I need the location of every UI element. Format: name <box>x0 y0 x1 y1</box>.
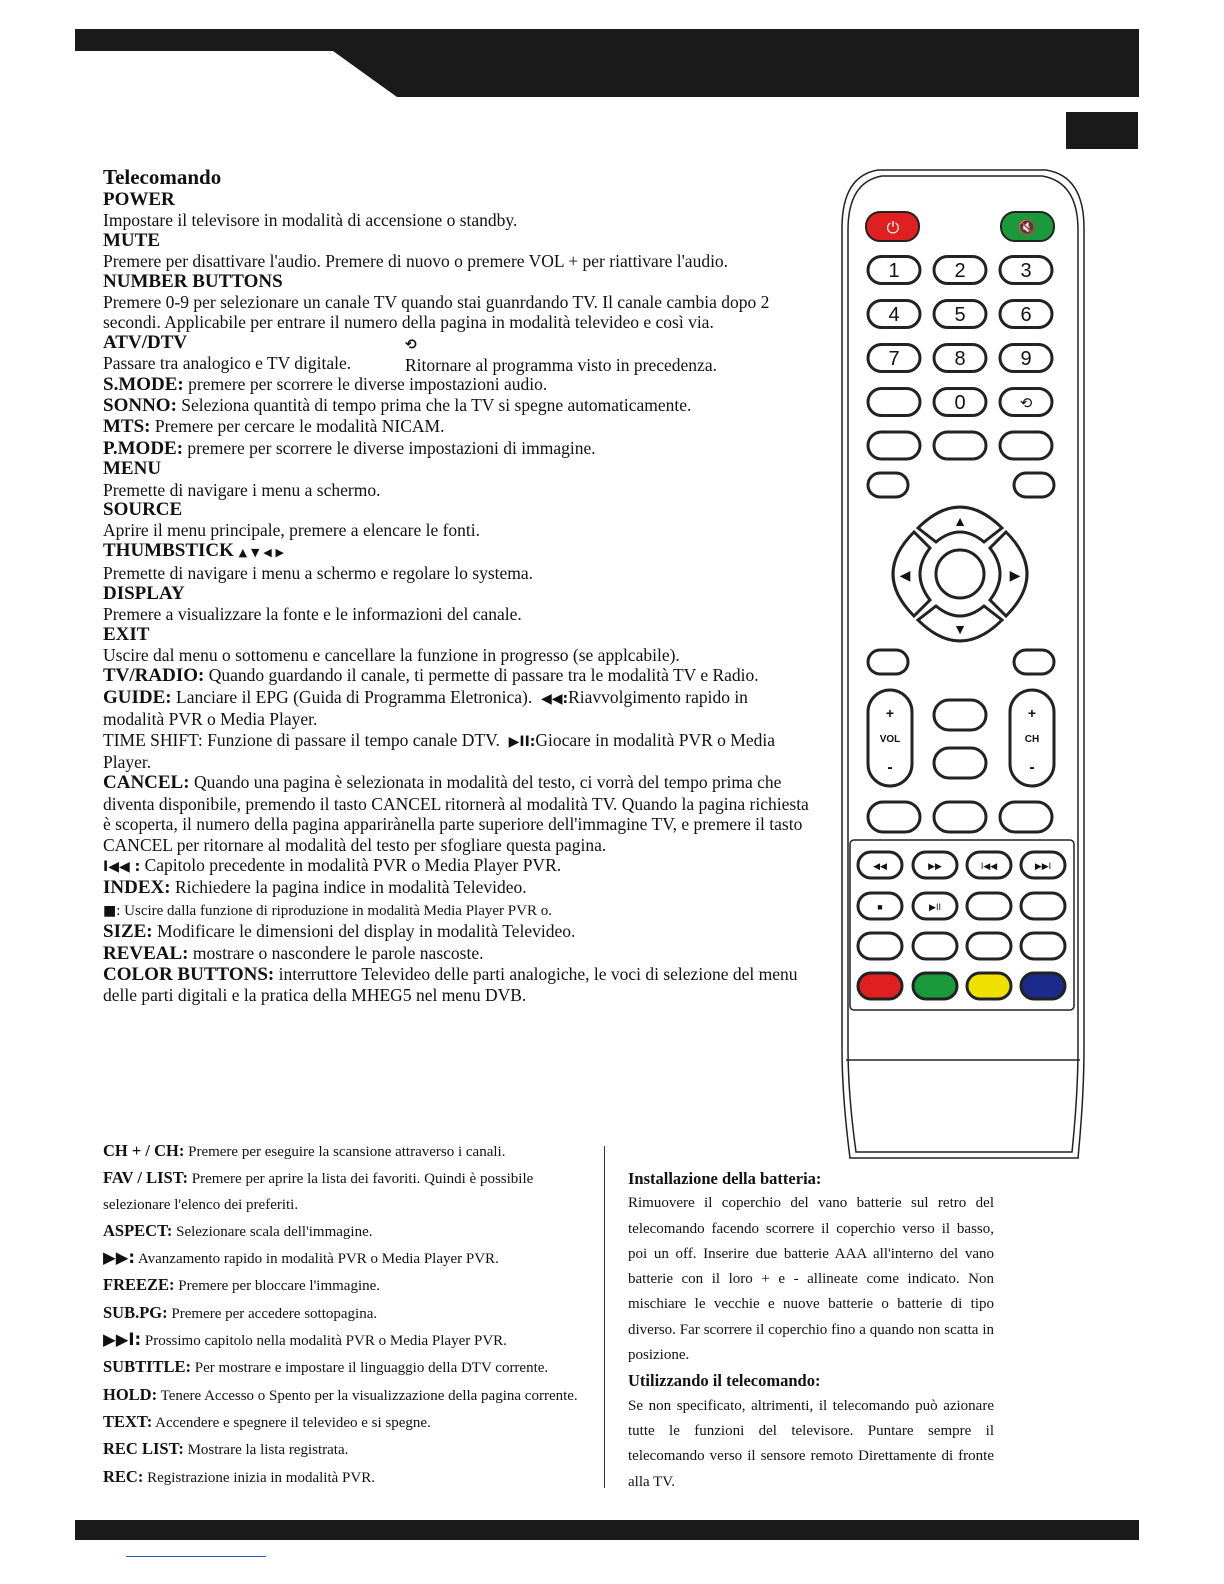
menu-key <box>868 473 908 497</box>
section-heading: NUMBER BUTTONS <box>103 270 283 292</box>
entry: REC: Registrazione inizia in modalità PVR. <box>103 1466 375 1486</box>
right-arrow-icon: ▶ <box>1009 567 1021 583</box>
display-key <box>868 650 908 674</box>
media-key <box>1021 933 1065 959</box>
nav-right-button <box>990 532 1027 616</box>
entry: ▶▶: Avanzamento rapido in modalità PVR o Media Player PVR. <box>103 1248 499 1268</box>
section-text: Impostare il televisore in modalità di accensione o standby. <box>103 210 518 231</box>
color-key <box>858 973 902 999</box>
inline-entry: ■: Uscire dalla funzione di riproduzione in modalità Media Player PVR o. <box>103 902 552 919</box>
footer-link-underline <box>126 1556 266 1557</box>
media-icon: ▶▶ <box>928 861 942 871</box>
media-key <box>1021 893 1065 919</box>
footer-bar <box>75 1520 1139 1540</box>
function-key <box>1000 802 1052 832</box>
media-icon: ▶▶I <box>1034 861 1052 871</box>
inline-entry: MTS: Premere per cercare le modalità NICAM. <box>103 416 445 438</box>
section-heading: DISPLAY <box>103 582 185 604</box>
recall-icon: ⟲ <box>405 336 417 353</box>
timeshift-key <box>934 748 986 778</box>
main-text <box>103 164 813 1006</box>
inline-entry: I◀◀ : Capitolo precedente in modalità PVR o Media Player PVR. <box>103 854 562 875</box>
battery-heading: Installazione della batteria: <box>628 1169 822 1188</box>
page-number-tab <box>1066 112 1138 149</box>
section-heading: EXIT <box>103 623 150 645</box>
up-arrow-icon: ▲ <box>953 513 967 529</box>
lower-right-column <box>628 1166 994 1495</box>
arrow-icons: ▲ ▼ ◀ ▶ <box>238 545 284 559</box>
recall-block <box>405 333 717 376</box>
ok-button <box>936 550 984 598</box>
nav-cluster <box>893 507 1027 641</box>
number-label: 9 <box>1020 348 1032 370</box>
section-text: Premere per disattivare l'audio. Premere di nuovo o premere VOL + per riattivare l'audio. <box>103 251 729 272</box>
number-label: 6 <box>1020 304 1032 326</box>
section-heading: MUTE <box>103 229 160 251</box>
media-key <box>913 933 957 959</box>
inline-entry: CANCEL: Quando una pagina è selezionata in modalità del testo, ci vorrà del tempo prima che diventa disponibile, premendo il tasto CANCEL ritornerà al modalità TV. Quando la pagina richiesta è scoperta, il numero della pagina apparirànella parte superiore dell'immagine TV, e premere il tasto CANCEL per ritornare al modalità del testo per sfogliare questa pagina. <box>103 772 809 855</box>
media-icon: ■ <box>877 902 883 912</box>
remote-control-icon <box>838 168 1086 1168</box>
entry: CH + / CH: Premere per eseguire la scansione attraverso i canali. <box>103 1141 506 1160</box>
number-label: 7 <box>888 348 900 370</box>
inline-entry: SIZE: Modificare le dimensioni del display in modalità Televideo. <box>103 921 576 943</box>
header-bar <box>75 29 1139 97</box>
inline-entry: P.MODE: premere per scorrere le diverse impostazioni di immagine. <box>103 437 596 459</box>
media-icon: I◀◀ <box>980 861 998 871</box>
inline-entry: GUIDE: Lanciare il EPG (Guida di Programma Eletronica). ◀◀:Riavvolgimento rapido in modalità PVR o Media Player. <box>103 686 748 730</box>
left-arrow-icon: ◀ <box>899 567 911 583</box>
media-key <box>967 893 1011 919</box>
media-key <box>858 933 902 959</box>
section-text: Premere a visualizzare la fonte e le informazioni del canale. <box>103 604 522 625</box>
down-arrow-icon: ▼ <box>953 621 967 637</box>
section-text: Uscire dal menu o sottomenu e cancellare la funzione in progresso (se applcabile). <box>103 644 680 665</box>
ch-label: CH <box>1024 734 1040 745</box>
recall-icon: ⟲ <box>1019 395 1033 412</box>
entry: FAV / LIST: Premere per aprire la lista dei favoriti. Quindi è possibile selezionare l'elenco dei preferiti. <box>103 1168 534 1213</box>
color-key <box>1021 973 1065 999</box>
function-key <box>934 432 986 459</box>
number-label: 5 <box>954 304 966 326</box>
number-label: 8 <box>954 348 966 370</box>
section-heading: POWER <box>103 189 175 210</box>
recall-text: Ritornare al programma visto in precedenza. <box>405 355 717 376</box>
inline-entry: REVEAL: mostrare o nascondere le parole nascoste. <box>103 942 484 964</box>
entry: HOLD: Tenere Accesso o Spento per la visualizzazione della pagina corrente. <box>103 1384 578 1404</box>
color-key <box>967 973 1011 999</box>
exit-key <box>1014 473 1054 497</box>
tv-radio-key <box>1014 650 1054 674</box>
function-key <box>868 432 920 459</box>
entry: TEXT: Accendere e spegnere il televideo e si spegne. <box>103 1411 431 1431</box>
inline-entry: SONNO: Seleziona quantità di tempo prima che la TV si spegne automaticamente. <box>103 395 692 417</box>
entry: ASPECT: Selezionare scala dell'immagine. <box>103 1220 373 1240</box>
entry: FREEZE: Premere per bloccare l'immagine. <box>103 1275 381 1295</box>
entry: REC LIST: Mostrare la lista registrata. <box>103 1439 349 1459</box>
ch-minus-label: - <box>1029 759 1035 776</box>
section-heading: SOURCE <box>103 499 183 521</box>
inline-entry: COLOR BUTTONS: interruttore Televideo delle parti analogiche, le voci di selezione del menu delle parti digitali e la pratica della MHEG5 nel menu DVB. <box>103 964 798 1006</box>
atv-dtv-block <box>103 333 813 374</box>
function-key <box>1000 432 1052 459</box>
power-icon: ⏻ <box>886 220 900 237</box>
stop-icon: ■ <box>103 902 117 919</box>
number-label: 4 <box>888 304 900 326</box>
ch-plus-label: + <box>1027 705 1037 721</box>
number-label: 1 <box>888 260 900 282</box>
section-text: Passare tra analogico e TV digitale. <box>103 353 352 374</box>
inline-entry: TIME SHIFT: Funzione di passare il tempo canale DTV. ▶II:Giocare in modalità PVR o Media Player. <box>103 729 776 772</box>
using-heading: Utilizzando il telecomando: <box>628 1371 821 1391</box>
number-label: 2 <box>954 260 966 282</box>
entry: SUBTITLE: Per mostrare e impostare il linguaggio della DTV corrente. <box>103 1357 549 1377</box>
color-key <box>913 973 957 999</box>
rewind-icon: ◀◀: <box>540 690 569 707</box>
section-text: Premette di navigare i menu a schermo e regolare lo systema. <box>103 563 534 584</box>
media-icon: ◀◀ <box>873 861 887 871</box>
page-title: Telecomando <box>103 165 222 189</box>
blank-key <box>868 389 920 416</box>
inline-entry: INDEX: Richiedere la pagina indice in modalità Televideo. <box>103 877 527 899</box>
media-key <box>967 933 1011 959</box>
entry: SUB.PG: Premere per accedere sottopagina. <box>103 1302 378 1322</box>
vol-plus-label: + <box>885 705 895 721</box>
section-text: Premere 0-9 per selezionare un canale TV quando stai guanrdando TV. Il canale cambia dopo 2 secondi. Applicabile per entrare il numero della pagina in modalità televideo e così via. <box>103 292 770 333</box>
vol-label: VOL <box>879 734 901 745</box>
column-divider <box>604 1146 605 1488</box>
entry: ▶▶I: Prossimo capitolo nella modalità PVR o Media Player PVR. <box>103 1330 507 1350</box>
inline-entry: S.MODE: premere per scorrere le diverse impostazioni audio. <box>103 373 548 395</box>
guide-key <box>934 700 986 730</box>
section-heading: THUMBSTICK ▲ ▼ ◀ ▶ <box>103 539 284 561</box>
battery-text: Rimuovere il coperchio del vano batterie sul retro del telecomando facendo scorrere il coperchio verso il basso, poi un off. Inserire due batterie AAA all'interno del vano batterie con il loro + e - allineate come indicato. Non mischiare le vecchie e nuove batterie o batterie di tipo diverso. Far scorrere il coperchio fino a quando non scatta in posizione. <box>628 1195 994 1364</box>
lower-left-column <box>103 1138 593 1491</box>
section-text: Premette di navigare i menu a schermo. <box>103 479 381 500</box>
number-label: 3 <box>1020 260 1032 282</box>
using-text: Se non specificato, altrimenti, il telecomando può azionare tutte le funzioni del televisore. Puntare sempre il telecomando verso il sensore remoto Direttamente di fronte alla TV. <box>628 1397 994 1490</box>
mute-icon: 🔇 <box>1018 219 1036 235</box>
section-text: Aprire il menu principale, premere a elencare le fonti. <box>103 520 481 541</box>
function-key <box>934 802 986 832</box>
media-icon: ▶II <box>929 902 941 912</box>
play-pause-icon: ▶II: <box>508 733 536 750</box>
section-heading: MENU <box>103 458 162 480</box>
number-label: 0 <box>954 392 966 414</box>
prev-chapter-icon: I◀◀ : <box>103 858 141 875</box>
section-heading: ATV/DTV <box>103 331 188 353</box>
vol-minus-label: - <box>887 759 893 776</box>
nav-left-button <box>893 532 930 616</box>
remote-control-illustration <box>838 168 1086 1168</box>
function-key <box>868 802 920 832</box>
inline-entry: TV/RADIO: Quando guardando il canale, ti permette di passare tra le modalità TV e Radio. <box>103 665 759 687</box>
